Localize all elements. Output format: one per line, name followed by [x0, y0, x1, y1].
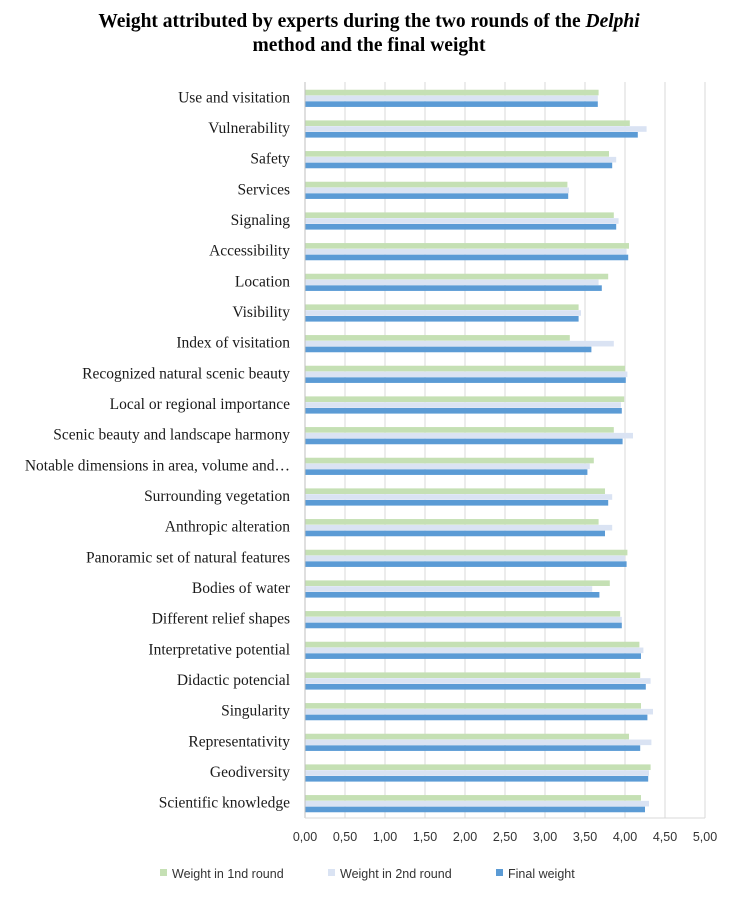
bar-2-14 — [305, 531, 605, 537]
bar-0-9 — [305, 366, 625, 372]
bar-0-0 — [305, 90, 599, 96]
bar-2-8 — [305, 347, 591, 353]
bar-0-12 — [305, 458, 594, 464]
bar-2-18 — [305, 653, 641, 659]
bar-0-13 — [305, 488, 605, 494]
bar-1-16 — [305, 586, 592, 592]
bar-2-1 — [305, 132, 638, 138]
bar-2-15 — [305, 561, 627, 567]
bar-1-15 — [305, 556, 625, 562]
bar-1-20 — [305, 709, 653, 715]
category-label: Visibility — [232, 304, 290, 321]
bar-2-22 — [305, 776, 648, 782]
bar-2-10 — [305, 408, 622, 414]
bar-0-2 — [305, 151, 609, 157]
category-label: Interpretative potential — [148, 641, 290, 659]
bar-2-4 — [305, 224, 616, 230]
bar-2-13 — [305, 500, 608, 506]
bar-0-1 — [305, 120, 630, 126]
bar-2-17 — [305, 623, 622, 629]
legend-label: Weight in 2nd round — [340, 867, 452, 881]
category-label: Recognized natural scenic beauty — [82, 365, 290, 383]
x-tick-label: 3,50 — [572, 830, 598, 844]
category-label: Use and visitation — [178, 89, 290, 107]
bar-1-2 — [305, 157, 616, 163]
bar-1-23 — [305, 801, 649, 807]
bar-0-11 — [305, 427, 614, 433]
bar-0-22 — [305, 764, 651, 770]
category-label: Services — [237, 181, 290, 199]
category-label: Anthropic alteration — [164, 518, 290, 536]
bar-1-1 — [305, 126, 647, 132]
legend-label: Weight in 1nd round — [172, 867, 284, 881]
bar-2-7 — [305, 316, 579, 322]
bar-2-12 — [305, 469, 587, 475]
bar-0-5 — [305, 243, 629, 249]
bar-2-6 — [305, 285, 602, 291]
bar-2-5 — [305, 255, 628, 261]
bar-0-8 — [305, 335, 570, 341]
bar-1-18 — [305, 648, 643, 654]
category-label: Scenic beauty and landscape harmony — [53, 426, 290, 444]
x-tick-label: 3,00 — [532, 830, 558, 844]
bar-1-10 — [305, 402, 621, 408]
category-label: Index of visitation — [176, 334, 290, 352]
category-label: Representativity — [188, 733, 290, 751]
bar-1-8 — [305, 341, 614, 347]
x-tick-label: 2,50 — [492, 830, 518, 844]
category-label: Panoramic set of natural features — [86, 549, 290, 567]
x-tick-label: 1,50 — [412, 830, 438, 844]
x-tick-label: 0,50 — [332, 830, 358, 844]
category-label: Different relief shapes — [151, 610, 290, 628]
category-label: Location — [234, 273, 290, 291]
category-label: Signaling — [230, 212, 290, 229]
bar-0-3 — [305, 182, 567, 188]
bar-1-22 — [305, 770, 649, 776]
bar-0-4 — [305, 212, 614, 218]
category-label: Accessibility — [209, 242, 290, 260]
bar-0-10 — [305, 396, 624, 402]
bar-1-17 — [305, 617, 622, 623]
bar-2-9 — [305, 377, 626, 383]
bar-2-0 — [305, 101, 598, 107]
bar-2-21 — [305, 745, 640, 751]
bar-1-12 — [305, 464, 590, 470]
bar-1-21 — [305, 740, 651, 746]
category-label: Vulnerability — [208, 120, 290, 137]
category-label: Singularity — [221, 702, 290, 720]
chart-title-line2: method and the final weight — [252, 35, 486, 56]
legend-swatch — [328, 869, 335, 876]
bar-1-3 — [305, 188, 569, 194]
bar-0-19 — [305, 672, 640, 678]
legend-swatch — [496, 869, 503, 876]
bar-1-14 — [305, 525, 612, 531]
bar-2-20 — [305, 715, 647, 721]
bar-2-2 — [305, 163, 612, 169]
legend-swatch — [160, 869, 167, 876]
bar-2-16 — [305, 592, 599, 598]
x-tick-label: 4,50 — [652, 830, 678, 844]
x-tick-label: 1,00 — [372, 830, 398, 844]
x-tick-label: 4,00 — [612, 830, 638, 844]
chart-title-italic: Delphi — [585, 11, 640, 32]
bar-0-6 — [305, 274, 608, 280]
bar-0-23 — [305, 795, 641, 801]
category-label: Bodies of water — [191, 580, 290, 597]
bar-0-21 — [305, 734, 629, 740]
bar-1-13 — [305, 494, 612, 500]
chart-title-line1: Weight attributed by experts during the two rounds of the — [98, 11, 581, 32]
category-label: Surrounding vegetation — [144, 488, 290, 505]
bar-2-11 — [305, 439, 623, 445]
x-tick-label: 2,00 — [452, 830, 478, 844]
bar-1-0 — [305, 96, 598, 102]
legend-label: Final weight — [508, 867, 575, 881]
bar-1-5 — [305, 249, 627, 255]
bar-1-4 — [305, 218, 619, 224]
bar-2-23 — [305, 807, 645, 813]
bar-0-18 — [305, 642, 639, 648]
bar-1-6 — [305, 280, 599, 286]
bar-1-19 — [305, 678, 651, 684]
bar-0-15 — [305, 550, 627, 556]
x-tick-label: 0,00 — [292, 830, 318, 844]
bar-0-16 — [305, 580, 610, 586]
category-label: Scientific knowledge — [158, 794, 290, 812]
bar-0-20 — [305, 703, 641, 709]
bar-0-14 — [305, 519, 599, 525]
category-label: Geodiversity — [209, 764, 290, 781]
bar-2-3 — [305, 193, 568, 199]
bar-0-17 — [305, 611, 620, 617]
x-tick-label: 5,00 — [692, 830, 718, 844]
bar-2-19 — [305, 684, 646, 690]
bar-0-7 — [305, 304, 579, 310]
category-label: Didactic potencial — [176, 672, 290, 689]
bar-1-9 — [305, 372, 627, 378]
bar-1-7 — [305, 310, 581, 316]
category-label: Local or regional importance — [109, 396, 290, 413]
category-label: Notable dimensions in area, volume and… — [24, 457, 290, 475]
category-label: Safety — [250, 150, 290, 168]
bar-1-11 — [305, 433, 633, 439]
